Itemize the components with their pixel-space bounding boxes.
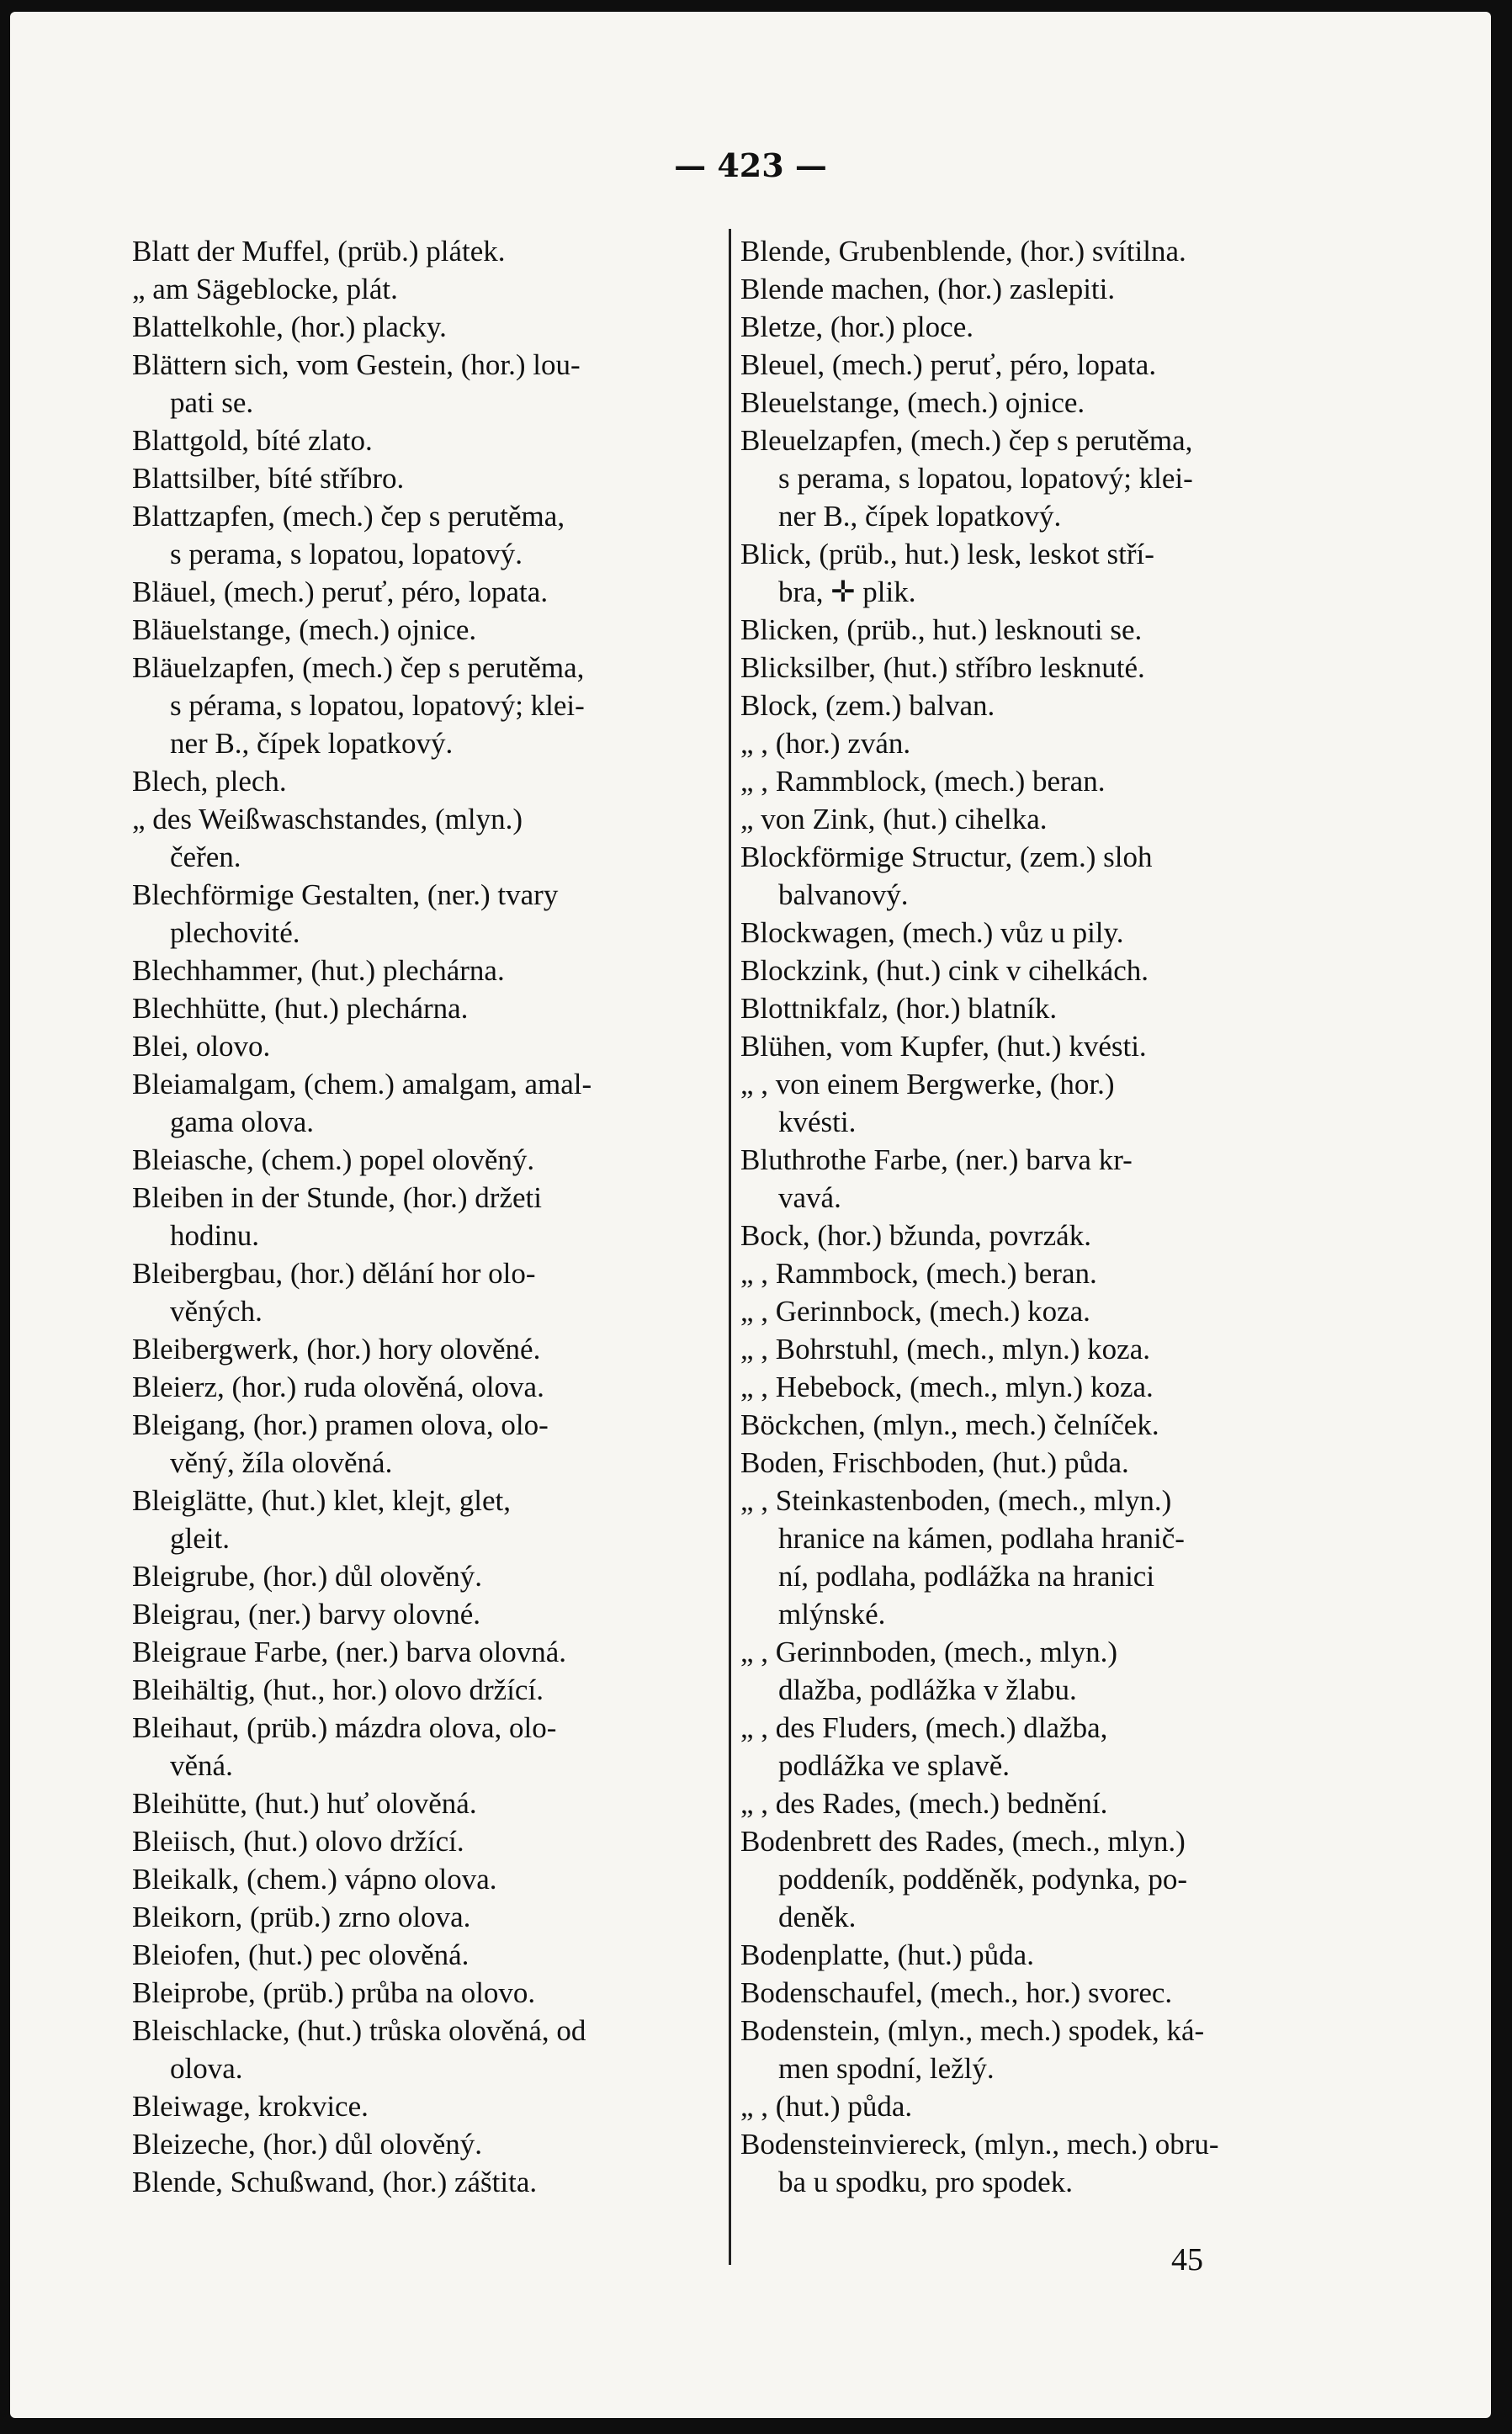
dictionary-line: Bock, (hor.) bžunda, povrzák. xyxy=(740,1219,1091,1252)
book-page xyxy=(10,12,1491,2418)
dictionary-line: Bleuel, (mech.) peruť, péro, lopata. xyxy=(740,348,1157,381)
dictionary-line: Block, (zem.) balvan. xyxy=(740,689,995,722)
dictionary-line: ba u spodku, pro spodek. xyxy=(778,2166,1073,2198)
dictionary-line: ní, podlaha, podlážka na hranici xyxy=(778,1560,1155,1593)
dictionary-line: „ , des Rades, (mech.) bednění. xyxy=(740,1787,1108,1820)
dictionary-line: Bodenschaufel, (mech., hor.) svorec. xyxy=(740,1976,1173,2009)
dictionary-line: hodinu. xyxy=(170,1219,259,1252)
dictionary-line: „ , Steinkastenboden, (mech., mlyn.) xyxy=(740,1484,1172,1517)
dictionary-line: Blechhütte, (hut.) plechárna. xyxy=(132,992,469,1025)
dictionary-line: „ am Sägeblocke, plát. xyxy=(132,273,398,305)
dictionary-line: kvésti. xyxy=(778,1106,857,1138)
dictionary-line: ner B., čípek lopatkový. xyxy=(778,500,1062,533)
dictionary-line: čeřen. xyxy=(170,840,241,873)
dictionary-line: s perama, s lopatou, lopatový; klei- xyxy=(778,462,1193,495)
dictionary-line: dlažba, podlážka v žlabu. xyxy=(778,1673,1077,1706)
dictionary-line: Blühen, vom Kupfer, (hut.) kvésti. xyxy=(740,1030,1147,1063)
dictionary-line: s perama, s lopatou, lopatový. xyxy=(170,538,523,570)
dictionary-line: Bleiben in der Stunde, (hor.) držeti xyxy=(132,1181,542,1214)
dictionary-line: men spodní, ležlý. xyxy=(778,2052,995,2085)
dictionary-line: Bleuelzapfen, (mech.) čep s perutěma, xyxy=(740,424,1193,457)
dictionary-line: věných. xyxy=(170,1295,263,1328)
dictionary-line: balvanový. xyxy=(778,878,909,911)
dictionary-line: vavá. xyxy=(778,1181,841,1214)
dictionary-line: „ , des Fluders, (mech.) dlažba, xyxy=(740,1711,1108,1744)
dictionary-line: Blockförmige Structur, (zem.) sloh xyxy=(740,840,1153,873)
dictionary-line: Bleikalk, (chem.) vápno olova. xyxy=(132,1863,497,1896)
dictionary-line: Blechförmige Gestalten, (ner.) tvary xyxy=(132,878,559,911)
dictionary-line: pati se. xyxy=(170,386,254,419)
signature-mark: 45 xyxy=(1171,2242,1203,2278)
dictionary-line: deněk. xyxy=(778,1901,857,1933)
dictionary-line: Bläuelstange, (mech.) ojnice. xyxy=(132,613,477,646)
dictionary-line: Bleizeche, (hor.) důl olověný. xyxy=(132,2128,482,2161)
dictionary-line: „ , (hor.) zván. xyxy=(740,727,911,760)
dictionary-line: Bleikorn, (prüb.) zrno olova. xyxy=(132,1901,471,1933)
dictionary-line: Bleiprobe, (prüb.) průba na olovo. xyxy=(132,1976,536,2009)
dictionary-line: Blei, olovo. xyxy=(132,1030,271,1063)
dictionary-line: Blattgold, bíté zlato. xyxy=(132,424,373,457)
dictionary-line: Bleihältig, (hut., hor.) olovo držící. xyxy=(132,1673,544,1706)
dictionary-line: s pérama, s lopatou, lopatový; klei- xyxy=(170,689,585,722)
dictionary-line: „ , Hebebock, (mech., mlyn.) koza. xyxy=(740,1371,1154,1403)
column-divider xyxy=(729,229,731,2265)
dictionary-line: Bleiofen, (hut.) pec olověná. xyxy=(132,1938,470,1971)
dictionary-line: věný, žíla olověná. xyxy=(170,1446,393,1479)
dictionary-line: Bleigrube, (hor.) důl olověný. xyxy=(132,1560,483,1593)
dictionary-line: gama olova. xyxy=(170,1106,315,1138)
dictionary-line: Bleuelstange, (mech.) ojnice. xyxy=(740,386,1085,419)
dictionary-line: plechovité. xyxy=(170,916,300,949)
dictionary-line: Blattsilber, bíté stříbro. xyxy=(132,462,405,495)
dictionary-line: Blockzink, (hut.) cink v cihelkách. xyxy=(740,954,1149,987)
dictionary-line: Blättern sich, vom Gestein, (hor.) lou- xyxy=(132,348,581,381)
dictionary-line: Bluthrothe Farbe, (ner.) barva kr- xyxy=(740,1143,1133,1176)
dictionary-line: „ , Rammblock, (mech.) beran. xyxy=(740,765,1106,798)
dictionary-line: ner B., čípek lopatkový. xyxy=(170,727,454,760)
dictionary-line: Blick, (prüb., hut.) lesk, leskot stří- xyxy=(740,538,1154,570)
dictionary-line: Bleigrau, (ner.) barvy olovné. xyxy=(132,1598,481,1631)
dictionary-line: gleit. xyxy=(170,1522,230,1555)
dictionary-line: „ , (hut.) půda. xyxy=(740,2090,913,2123)
dictionary-line: věná. xyxy=(170,1749,233,1782)
dictionary-line: Bleischlacke, (hut.) trůska olověná, od xyxy=(132,2014,586,2047)
dictionary-line: Bleibergwerk, (hor.) hory olověné. xyxy=(132,1333,541,1365)
dictionary-line: Böckchen, (mlyn., mech.) čelníček. xyxy=(740,1408,1159,1441)
dictionary-line: Blatt der Muffel, (prüb.) plátek. xyxy=(132,235,506,268)
dictionary-line: Bodenstein, (mlyn., mech.) spodek, ká- xyxy=(740,2014,1205,2047)
dictionary-line: Bleiasche, (chem.) popel olověný. xyxy=(132,1143,535,1176)
dictionary-line: Bleihütte, (hut.) huť olověná. xyxy=(132,1787,477,1820)
dictionary-line: „ , Gerinnbock, (mech.) koza. xyxy=(740,1295,1090,1328)
dictionary-line: Blechhammer, (hut.) plechárna. xyxy=(132,954,505,987)
dictionary-line: olova. xyxy=(170,2052,243,2085)
dictionary-line: Blende, Schußwand, (hor.) záštita. xyxy=(132,2166,538,2198)
dictionary-line: Bleierz, (hor.) ruda olověná, olova. xyxy=(132,1371,544,1403)
dictionary-line: Bleigang, (hor.) pramen olova, olo- xyxy=(132,1408,549,1441)
dictionary-line: Bleiwage, krokvice. xyxy=(132,2090,369,2123)
dictionary-line: Bleihaut, (prüb.) mázdra olova, olo- xyxy=(132,1711,557,1744)
page-number: — 423 — xyxy=(674,146,827,184)
dictionary-line: Bodenplatte, (hut.) půda. xyxy=(740,1938,1034,1971)
dictionary-line: Bleiamalgam, (chem.) amalgam, amal- xyxy=(132,1068,592,1100)
dictionary-line: mlýnské. xyxy=(778,1598,886,1631)
dictionary-line: „ , Bohrstuhl, (mech., mlyn.) koza. xyxy=(740,1333,1150,1365)
dictionary-line: Blottnikfalz, (hor.) blatník. xyxy=(740,992,1058,1025)
dictionary-line: „ , von einem Bergwerke, (hor.) xyxy=(740,1068,1115,1100)
dictionary-line: Blattelkohle, (hor.) placky. xyxy=(132,310,447,343)
dictionary-line: Bodenbrett des Rades, (mech., mlyn.) xyxy=(740,1825,1186,1858)
dictionary-line: poddeník, podděněk, podynka, po- xyxy=(778,1863,1188,1896)
dictionary-line: podlážka ve splavě. xyxy=(778,1749,1011,1782)
dictionary-line: bra, ✛ plik. xyxy=(778,575,916,608)
dictionary-line: Blicksilber, (hut.) stříbro lesknuté. xyxy=(740,651,1145,684)
dictionary-line: Bleiglätte, (hut.) klet, klejt, glet, xyxy=(132,1484,512,1517)
dictionary-line: Blende, Grubenblende, (hor.) svítilna. xyxy=(740,235,1186,268)
dictionary-line: „ , Rammbock, (mech.) beran. xyxy=(740,1257,1097,1290)
dictionary-line: Bodensteinviereck, (mlyn., mech.) obru- xyxy=(740,2128,1219,2161)
dictionary-line: hranice na kámen, podlaha hranič- xyxy=(778,1522,1185,1555)
dictionary-line: Blende machen, (hor.) zaslepiti. xyxy=(740,273,1116,305)
dictionary-line: Bläuelzapfen, (mech.) čep s perutěma, xyxy=(132,651,585,684)
dictionary-line: „ des Weißwaschstandes, (mlyn.) xyxy=(132,803,523,835)
dictionary-line: Bleigraue Farbe, (ner.) barva olovná. xyxy=(132,1636,567,1668)
right-column xyxy=(740,232,1346,2201)
left-column xyxy=(132,232,725,2201)
dictionary-line: Boden, Frischboden, (hut.) půda. xyxy=(740,1446,1129,1479)
dictionary-line: Bleibergbau, (hor.) dělání hor olo- xyxy=(132,1257,536,1290)
dictionary-line: Blockwagen, (mech.) vůz u pily. xyxy=(740,916,1124,949)
dictionary-line: „ von Zink, (hut.) cihelka. xyxy=(740,803,1048,835)
dictionary-line: „ , Gerinnboden, (mech., mlyn.) xyxy=(740,1636,1118,1668)
dictionary-line: Blattzapfen, (mech.) čep s perutěma, xyxy=(132,500,565,533)
dictionary-line: Blicken, (prüb., hut.) lesknouti se. xyxy=(740,613,1143,646)
dictionary-line: Bleiisch, (hut.) olovo držící. xyxy=(132,1825,464,1858)
dictionary-line: Bletze, (hor.) ploce. xyxy=(740,310,974,343)
dictionary-line: Blech, plech. xyxy=(132,765,287,798)
dictionary-line: Bläuel, (mech.) peruť, péro, lopata. xyxy=(132,575,549,608)
